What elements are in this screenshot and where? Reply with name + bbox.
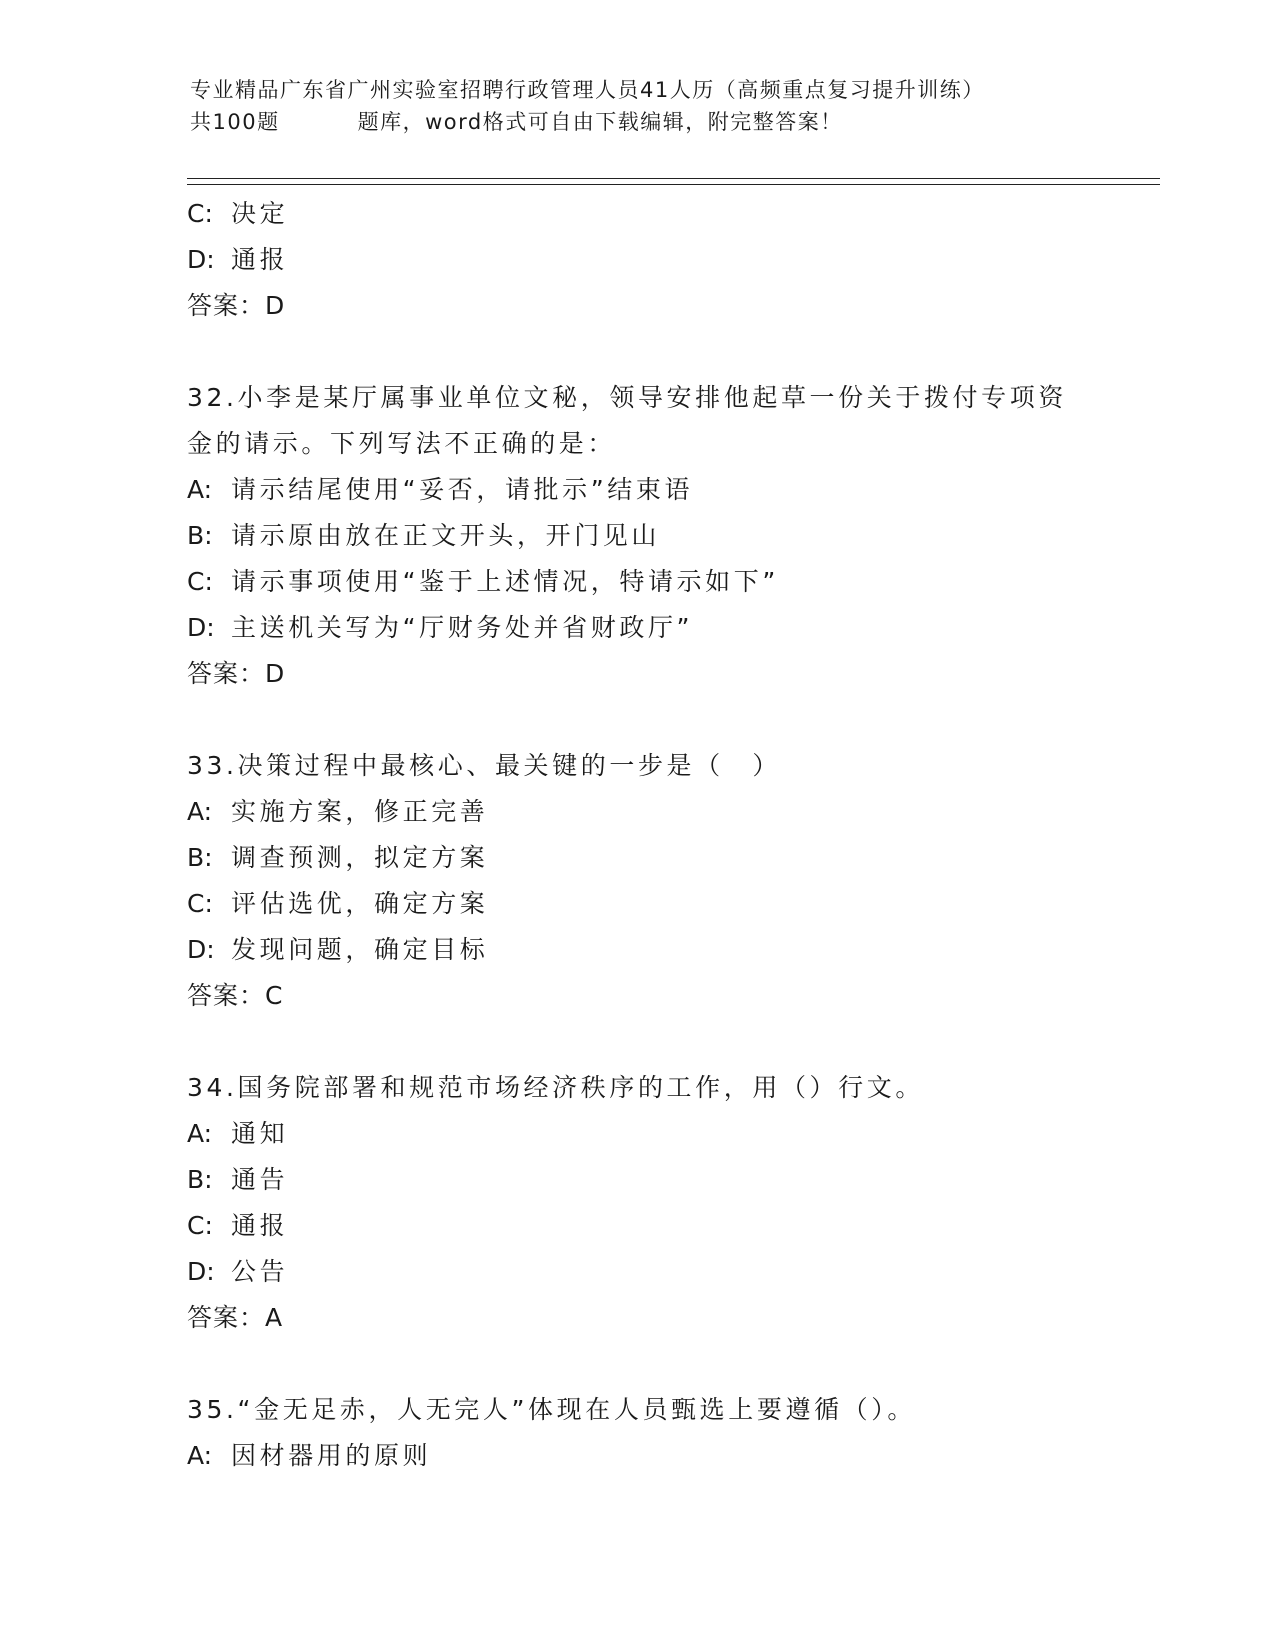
answer-line: 答案：D [187, 659, 286, 688]
option-text: 评估选优，确定方案 [231, 889, 489, 918]
option-line [187, 1433, 1087, 1479]
option-line [187, 927, 1087, 973]
option-text: 通报 [231, 245, 289, 274]
option-text: 主送机关写为“厅财务处并省财政厅” [231, 613, 694, 642]
header-question-count: 共100题 [190, 110, 280, 134]
option-letter: D: [187, 935, 215, 964]
option-letter: C: [187, 1211, 213, 1240]
option-line [187, 789, 1087, 835]
option-letter: A: [187, 475, 213, 504]
header-rule-bottom [187, 184, 1160, 185]
option-text: 调查预测，拟定方案 [231, 843, 489, 872]
option-line [187, 467, 1087, 513]
option-letter: A: [187, 1119, 213, 1148]
option-text: 发现问题，确定目标 [231, 935, 489, 964]
option-letter: B: [187, 521, 213, 550]
question-stem: 32.小李是某厅属事业单位文秘，领导安排他起草一份关于拨付专项资 [187, 383, 1067, 412]
answer-line: 答案：A [187, 1303, 284, 1332]
question-stem: 35.“金无足赤，人无完人”体现在人员甄选上要遵循（）。 [187, 1395, 916, 1424]
answer-line: 答案：D [187, 291, 286, 320]
option-text: 公告 [231, 1257, 289, 1286]
option-line [187, 1203, 1087, 1249]
option-text: 因材器用的原则 [231, 1441, 432, 1470]
option-line [187, 1249, 1087, 1295]
option-text: 请示结尾使用“妥否，请批示”结束语 [231, 475, 694, 504]
option-letter: B: [187, 843, 213, 872]
option-letter: D: [187, 245, 215, 274]
option-letter: A: [187, 797, 213, 826]
question-stem: 34.国务院部署和规范市场经济秩序的工作，用（）行文。 [187, 1073, 924, 1102]
option-line [187, 881, 1087, 927]
option-text: 请示事项使用“鉴于上述情况，特请示如下” [231, 567, 779, 596]
option-text: 请示原由放在正文开头，开门见山 [231, 521, 661, 550]
option-letter: A: [187, 1441, 213, 1470]
question-content [187, 191, 1087, 1479]
option-line [187, 1157, 1087, 1203]
header-title-line: 专业精品广东省广州实验室招聘行政管理人员41人历（高频重点复习提升训练） [190, 78, 985, 102]
option-line [187, 1111, 1087, 1157]
option-letter: C: [187, 199, 213, 228]
option-text: 决定 [231, 199, 289, 228]
option-letter: D: [187, 613, 215, 642]
option-text: 通报 [231, 1211, 289, 1240]
option-line [187, 237, 1087, 283]
option-letter: D: [187, 1257, 215, 1286]
option-letter: C: [187, 567, 213, 596]
option-text: 通知 [231, 1119, 289, 1148]
option-letter: B: [187, 1165, 213, 1194]
question-stem: 33.决策过程中最核心、最关键的一步是（ ） [187, 751, 781, 780]
option-line [187, 559, 1087, 605]
page-header [190, 74, 1150, 138]
option-line [187, 191, 1087, 237]
question-stem: 金的请示。下列写法不正确的是： [187, 429, 617, 458]
answer-line: 答案：C [187, 981, 284, 1010]
option-text: 实施方案，修正完善 [231, 797, 489, 826]
header-format-note: 题库，word格式可自由下载编辑，附完整答案！ [357, 110, 843, 134]
header-subtitle-line [190, 106, 1150, 138]
header-rule-top [187, 178, 1160, 179]
option-text: 通告 [231, 1165, 289, 1194]
option-letter: C: [187, 889, 213, 918]
option-line [187, 835, 1087, 881]
option-line [187, 605, 1087, 651]
option-line [187, 513, 1087, 559]
